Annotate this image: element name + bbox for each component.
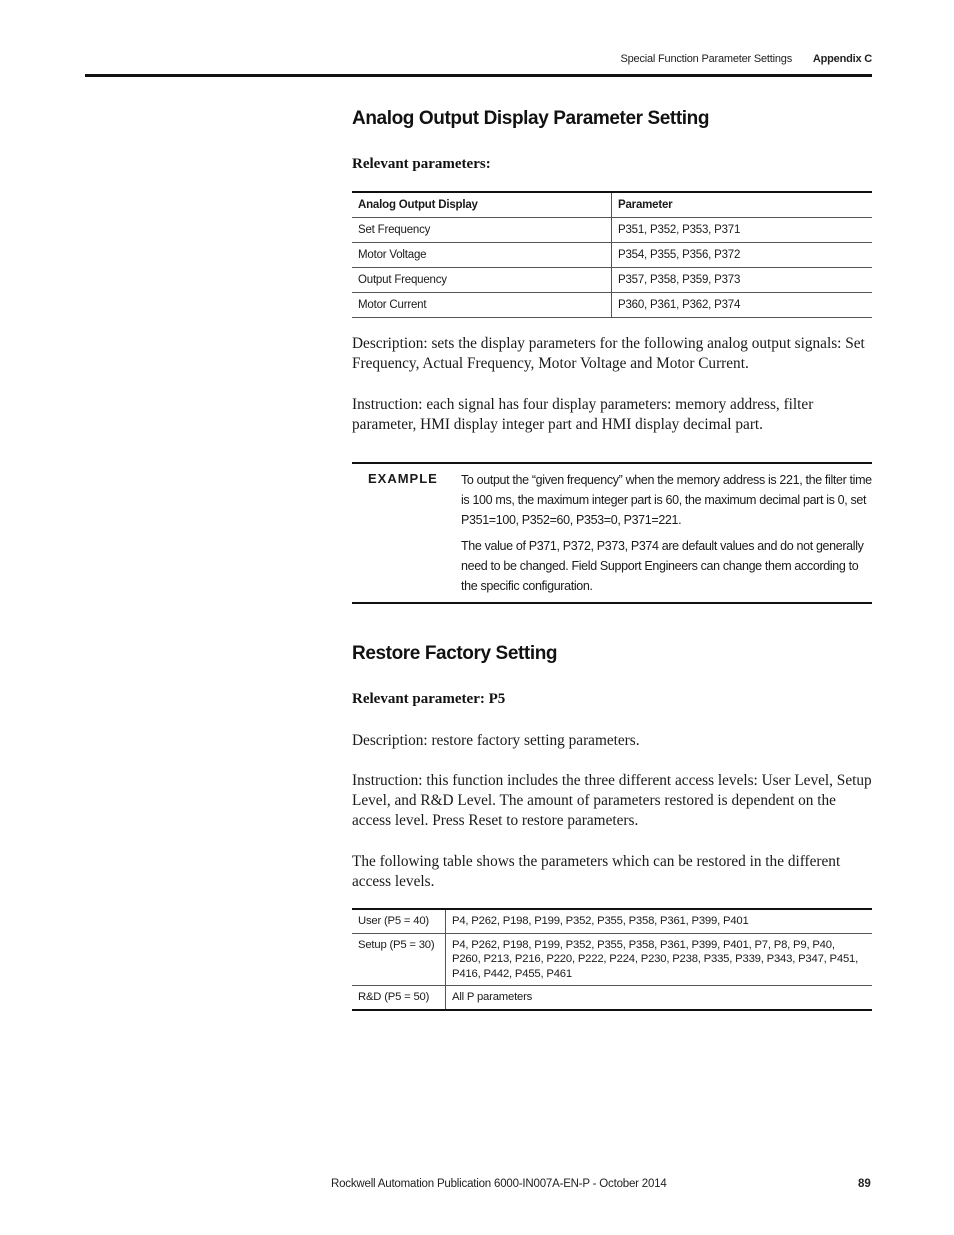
table-cell: P4, P262, P198, P199, P352, P355, P358, P361, P399, P401 <box>446 909 873 933</box>
table-cell: User (P5 = 40) <box>352 909 446 933</box>
analog-output-table <box>352 191 872 318</box>
instruction-paragraph: Instruction: this function includes the three different access levels: User Level, Setup Level, and R&D Level. The amount of parameters restored is dependent on the access level. Press Reset to restore parameters. <box>352 772 872 829</box>
table-row <box>352 986 872 1010</box>
footer-publication: Rockwell Automation Publication 6000-IN007A-EN-P - October 2014 <box>331 1178 667 1190</box>
header-appendix: Appendix C <box>812 53 872 65</box>
relevant-parameters-label: Relevant parameters: <box>352 156 491 172</box>
column-header: Parameter <box>612 192 873 218</box>
description-paragraph: Description: sets the display parameters for the following analog output signals: Set Frequency, Actual Frequency, Motor Voltage and Motor Current. <box>352 335 865 372</box>
table-cell: R&D (P5 = 50) <box>352 986 446 1010</box>
example-label: EXAMPLE <box>368 471 438 486</box>
example-box <box>352 462 872 604</box>
table-row <box>352 293 872 318</box>
analog-output-table-wrapper <box>352 191 872 318</box>
table-cell: P360, P361, P362, P374 <box>612 293 873 318</box>
header-section-title: Special Function Parameter Settings <box>620 53 793 65</box>
example-paragraph: To output the “given frequency” when the memory address is 221, the filter time is 100 ms, the maximum integer part is 60, the maximum decimal part is 0, set P351=100, P352=60, P353=0, P371=221. <box>461 473 872 528</box>
section-title-analog-output: Analog Output Display Parameter Setting <box>352 108 710 129</box>
header-rule <box>85 74 872 77</box>
table-cell: All P parameters <box>446 986 873 1010</box>
instruction-paragraph: Instruction: each signal has four display parameters: memory address, filter parameter, HMI display integer part and HMI display decimal part. <box>352 396 814 433</box>
table-cell: Motor Current <box>352 293 612 318</box>
table-cell: Output Frequency <box>352 268 612 293</box>
table-intro-paragraph: The following table shows the parameters which can be restored in the different access levels. <box>352 853 841 890</box>
example-text <box>461 470 873 601</box>
access-level-table <box>352 908 872 1011</box>
table-row <box>352 218 872 243</box>
description-paragraph: Description: restore factory setting parameters. <box>352 732 640 749</box>
table-cell: P354, P355, P356, P372 <box>612 243 873 268</box>
table-row <box>352 243 872 268</box>
table-cell: Motor Voltage <box>352 243 612 268</box>
table-row <box>352 909 872 933</box>
running-header <box>620 53 872 65</box>
example-paragraph: The value of P371, P372, P373, P374 are default values and do not generally need to be changed. Field Support Engineers can change them according to the specific configuration. <box>461 538 864 594</box>
access-level-table-wrapper <box>352 908 872 1011</box>
table-cell: Set Frequency <box>352 218 612 243</box>
table-row <box>352 268 872 293</box>
section-title-restore-factory: Restore Factory Setting <box>352 643 558 664</box>
relevant-parameter-label: Relevant parameter: P5 <box>352 691 506 707</box>
table-cell: P4, P262, P198, P199, P352, P355, P358, P361, P399, P401, P7, P8, P9, P40, P260, P213, P216, P220, P222, P224, P230, P238, P335, P339, P343, P347, P451, P416, P442, P455, P461 <box>446 933 873 986</box>
table-cell: P351, P352, P353, P371 <box>612 218 873 243</box>
page-number: 89 <box>858 1178 871 1190</box>
table-header-row <box>352 192 872 218</box>
table-cell: P357, P358, P359, P373 <box>612 268 873 293</box>
table-row <box>352 933 872 986</box>
column-header: Analog Output Display <box>352 192 612 218</box>
table-cell: Setup (P5 = 30) <box>352 933 446 986</box>
